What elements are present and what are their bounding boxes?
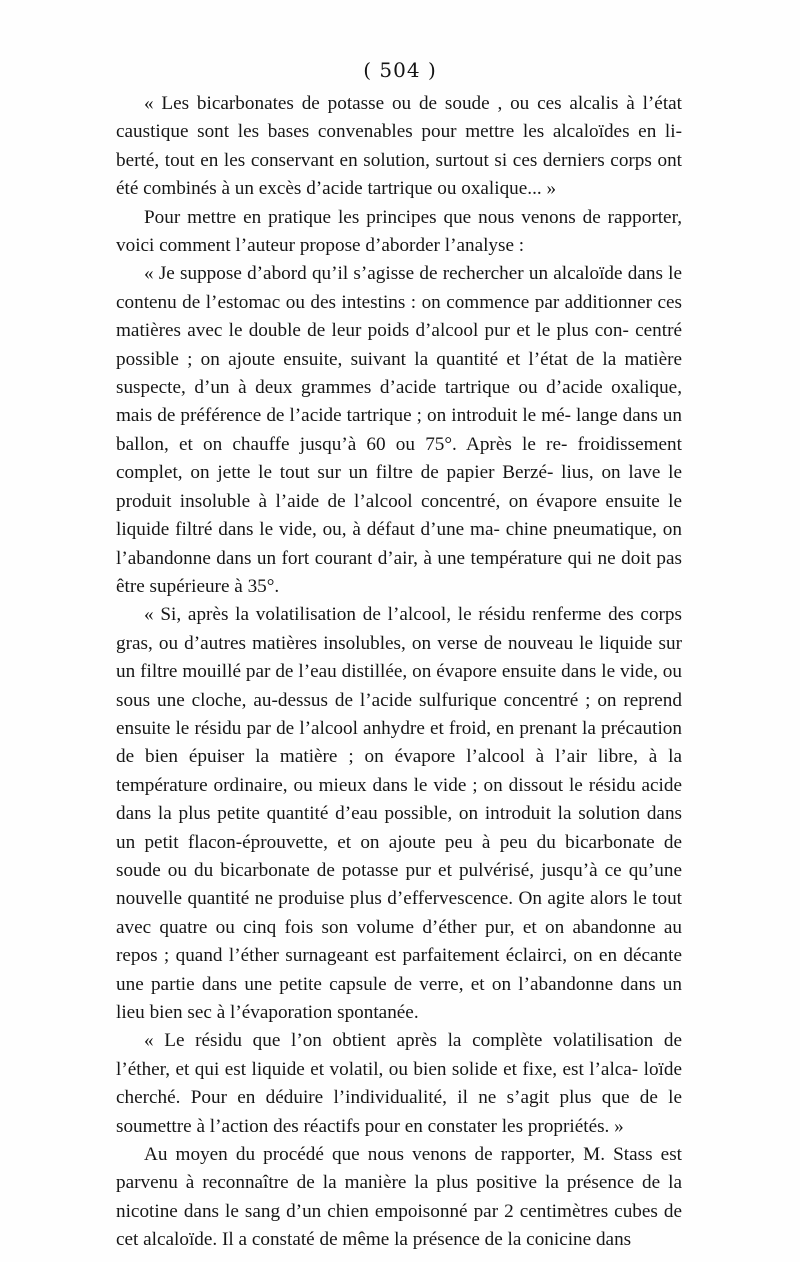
paragraph-1: « Les bicarbonates de potasse ou de soude , ou ces alcalis à l’état caustique sont les bases convenables pour mettre les alcaloïdes en li- berté, tout en les conservant en solution, surtout si ces derniers corps ont été combinés à un excès d’acide tartrique ou oxalique... » bbox=[116, 93, 682, 200]
paragraph-3: « Je suppose d’abord qu’il s’agisse de rechercher un alcaloïde dans le contenu de l’estomac ou des intestins : on commence par additionner ces matières avec le double de leur poids d’alcool pur et le plus con- centré possible ; on ajoute ensuite, suivant la quantité et l’état de la matière suspecte, d’un à deux grammes d’acide tartrique ou d’acide oxalique, mais de préférence de l’acide tartrique ; on introduit le mé- lange dans un ballon, et on chauffe jusqu’à 60 ou 75°. Après le re- froidissement complet, on jette le tout sur un filtre de papier Berzé- lius, on lave le produit insoluble à l’aide de l’alcool concentré, on évapore ensuite le liquide filtré dans le vide, ou, à défaut d’une ma- chine pneumatique, on l’abandonne dans un fort courant d’air, à une température qui ne doit pas être supérieure à 35°. bbox=[116, 263, 682, 597]
paragraph-4: « Si, après la volatilisation de l’alcool, le résidu renferme des corps gras, ou d’autres matières insolubles, on verse de nouveau le liquide sur un filtre mouillé par de l’eau distillée, on évapore ensuite dans le vide, ou sous une cloche, au-dessus de l’acide sulfurique concentré ; on reprend ensuite le résidu par de l’alcool anhydre et froid, en prenant la précaution de bien épuiser la matière ; on évapore l’alcool à l’air libre, à la température ordinaire, ou mieux dans le vide ; on dissout le résidu acide dans la plus petite quantité d’eau possible, on introduit la solution dans un petit flacon-éprouvette, et on ajoute peu à peu du bicarbonate de soude ou du bicarbonate de potasse pur et pulvérisé, jusqu’à ce qu’une nouvelle quantité ne produise plus d’effervescence. On agite alors le tout avec quatre ou cinq fois son volume d’éther pur, et on abandonne au repos ; quand l’éther surnageant est parfaitement éclairci, on en décante une partie dans une petite capsule de verre, et on l’abandonne dans un lieu bien sec à l’évaporation spontanée. bbox=[116, 604, 682, 1023]
body-text bbox=[116, 90, 682, 1255]
page-number: ( 504 ) bbox=[363, 58, 437, 82]
paragraph-5: « Le résidu que l’on obtient après la complète volatilisation de l’éther, et qui est liquide et volatil, ou bien solide et fixe, est l’alca- loïde cherché. Pour en déduire l’individualité, il ne s’agit plus que de le soumettre à l’action des réactifs pour en constater les propriétés. » bbox=[116, 1030, 682, 1137]
paragraph-2: Pour mettre en pratique les principes que nous venons de rapporter, voici comment l’auteur propose d’aborder l’analyse : bbox=[116, 206, 682, 257]
paragraph-6: Au moyen du procédé que nous venons de rapporter, M. Stass est parvenu à reconnaître de la manière la plus positive la présence de la nicotine dans le sang d’un chien empoisonné par 2 centimètres cubes de cet alcaloïde. Il a constaté de même la présence de la conicine dans bbox=[116, 1144, 682, 1251]
